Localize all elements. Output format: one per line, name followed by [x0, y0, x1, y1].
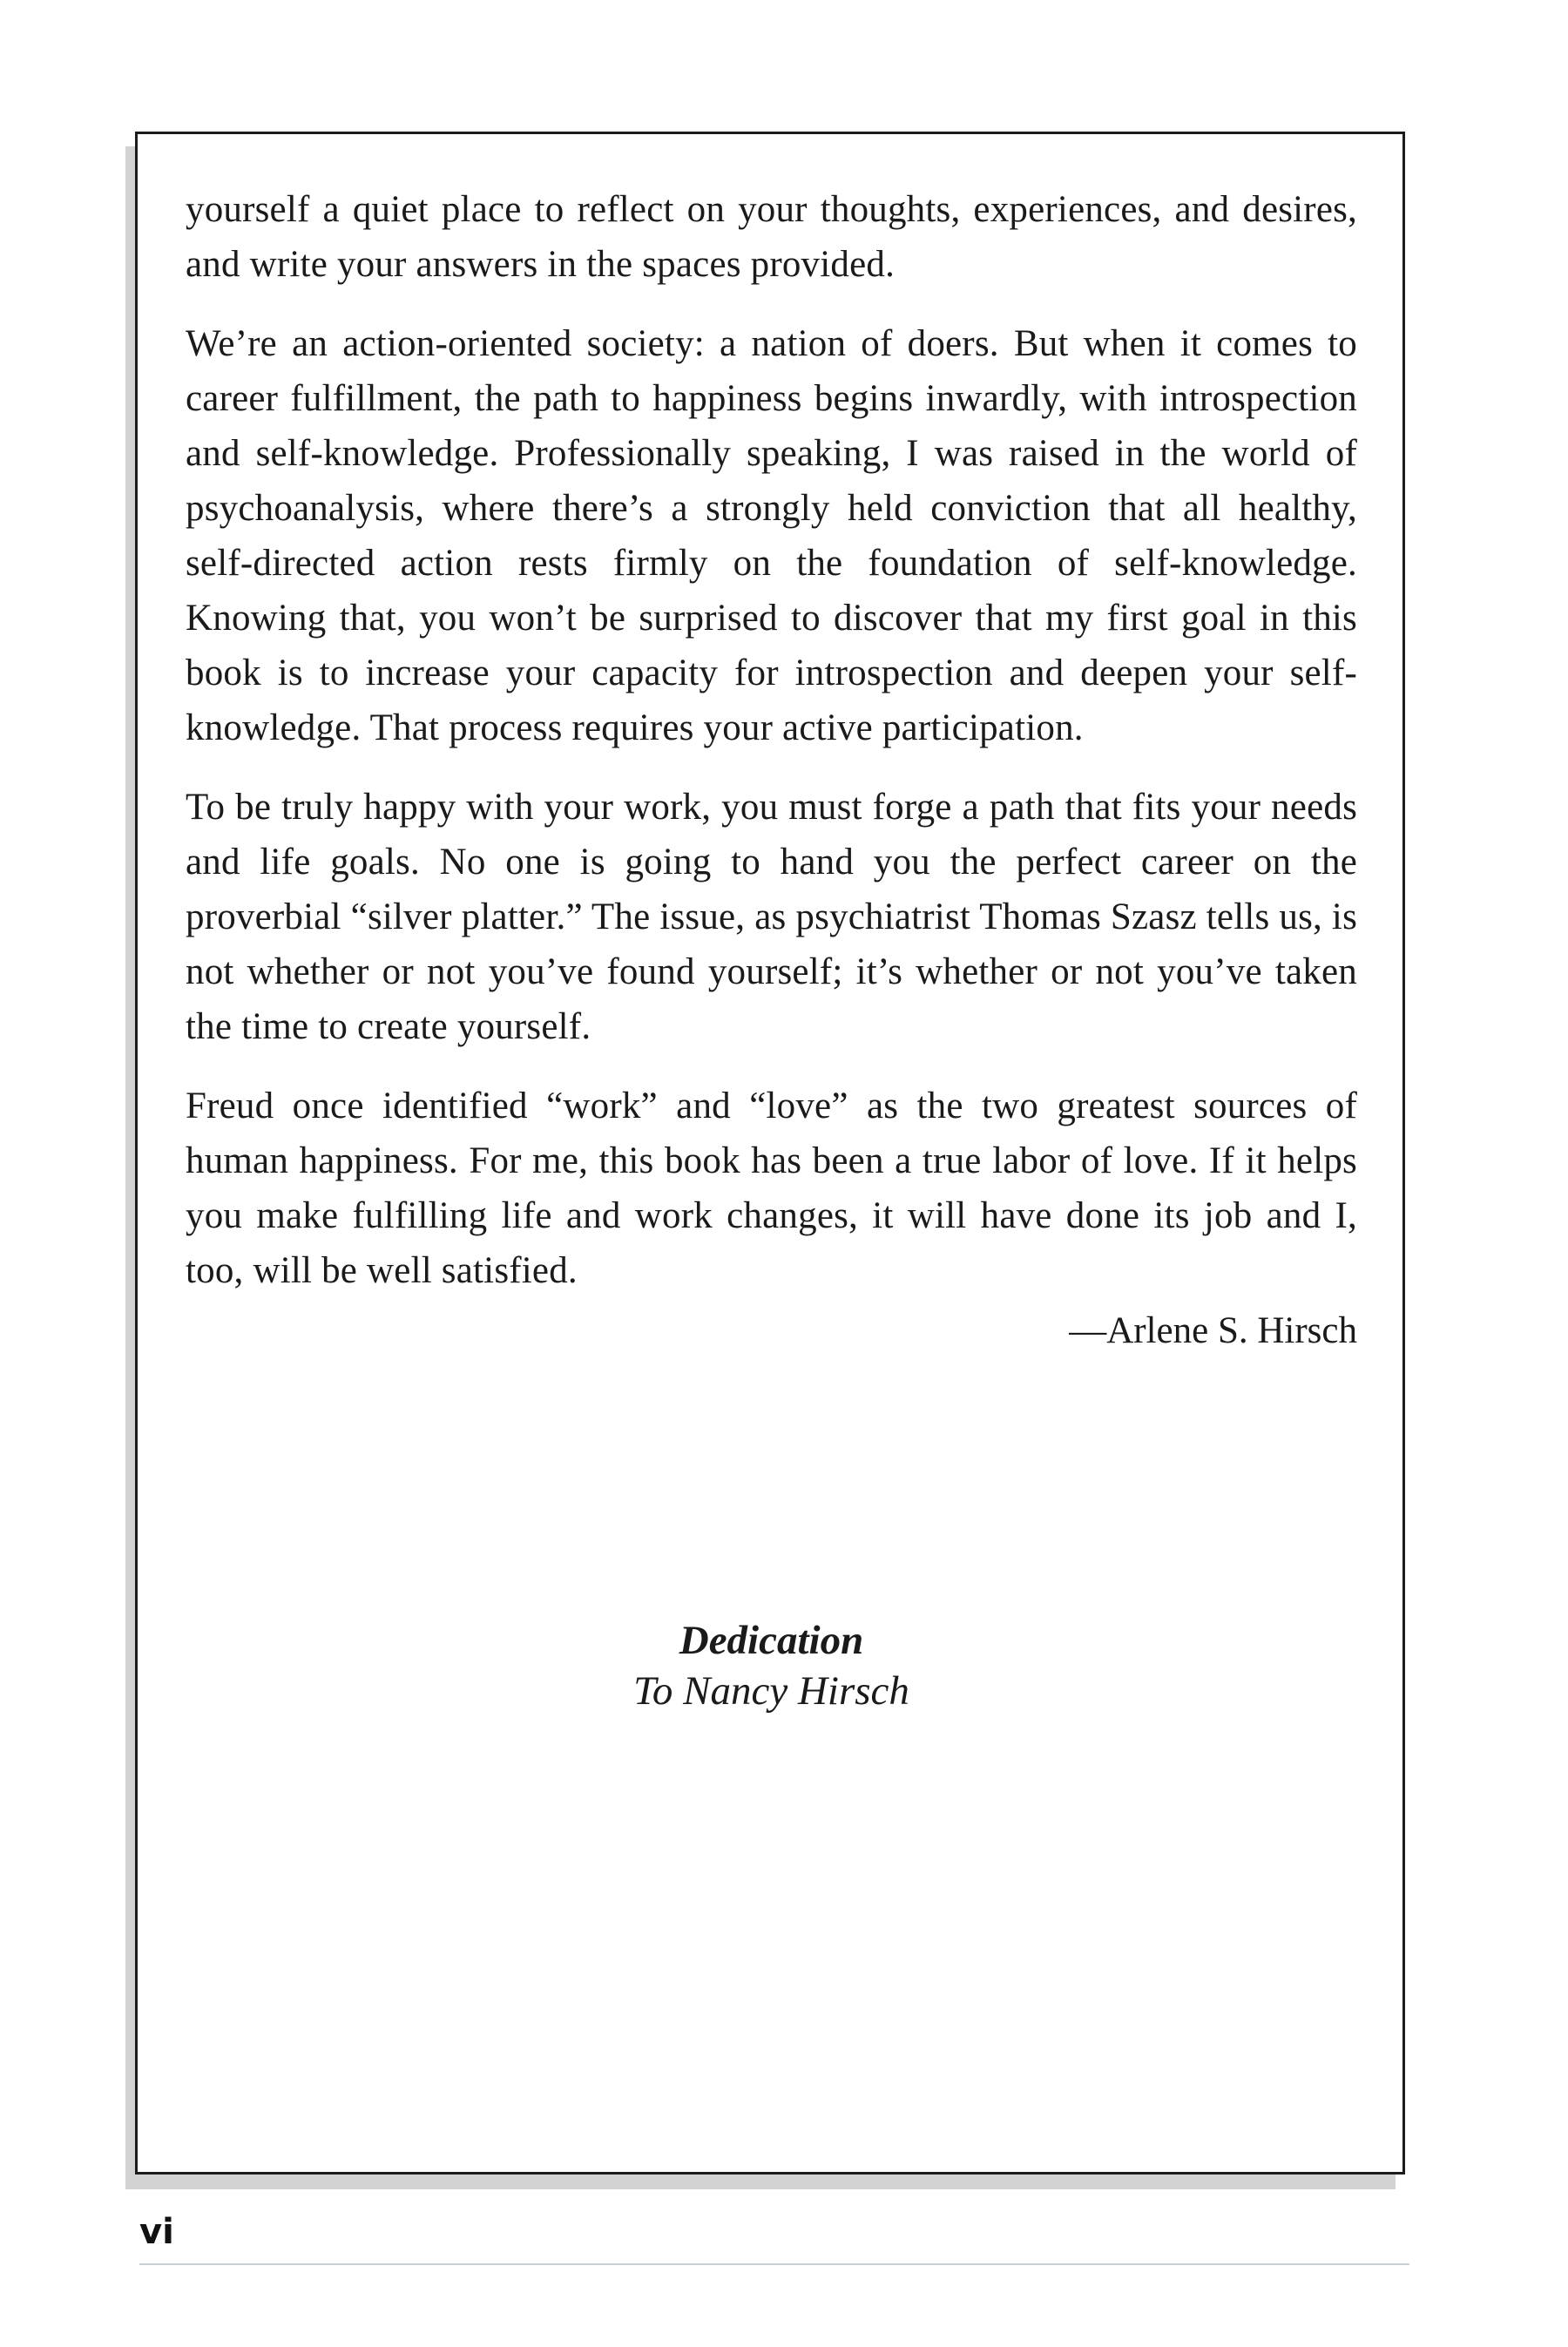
footer-rule	[139, 2263, 1409, 2265]
dedication-text: To Nancy Hirsch	[633, 1668, 909, 1714]
page-number: vi	[139, 2212, 174, 2252]
dedication	[186, 1615, 1357, 1716]
paragraph-4: Freud once identified “work” and “love” as the two greatest sources of human happiness. For me, this book has been a true labor of love. If it helps you make fulfilling life and work changes, it will have done its job and I, too, will be well satisfied.	[186, 1086, 1357, 1291]
dedication-title: Dedication	[679, 1618, 864, 1663]
paragraph-3: To be truly happy with your work, you must forge a path that fits your needs and life goals. No one is going to hand you the perfect career on the proverbial “silver platter.” The issue, as psychiatrist Thomas Szasz tells us, is not whether or not you’ve found yourself; it’s whether or not you’ve taken the time to create yourself.	[186, 787, 1357, 1047]
page-frame	[135, 132, 1405, 2175]
paragraph-1: yourself a quiet place to reflect on your thoughts, experiences, and desires, and write your answers in the spaces provided.	[186, 189, 1357, 285]
author-signature: —Arlene S. Hirsch	[1069, 1310, 1357, 1351]
paragraph-2: We’re an action-oriented society: a nation of doers. But when it comes to career fulfillment, the path to happiness begins inwardly, with introspection and self-knowledge. Professionally speaking, I was raised in the world of psychoanalysis, where there’s a strongly held conviction that all healthy, self-directed action rests firmly on the foundation of self-knowledge. Knowing that, you won’t be surprised to discover that my first goal in this book is to increase your capacity for introspection and deepen your self-knowledge. That process requires your active participation.	[186, 323, 1357, 748]
preface-text	[186, 182, 1357, 1358]
